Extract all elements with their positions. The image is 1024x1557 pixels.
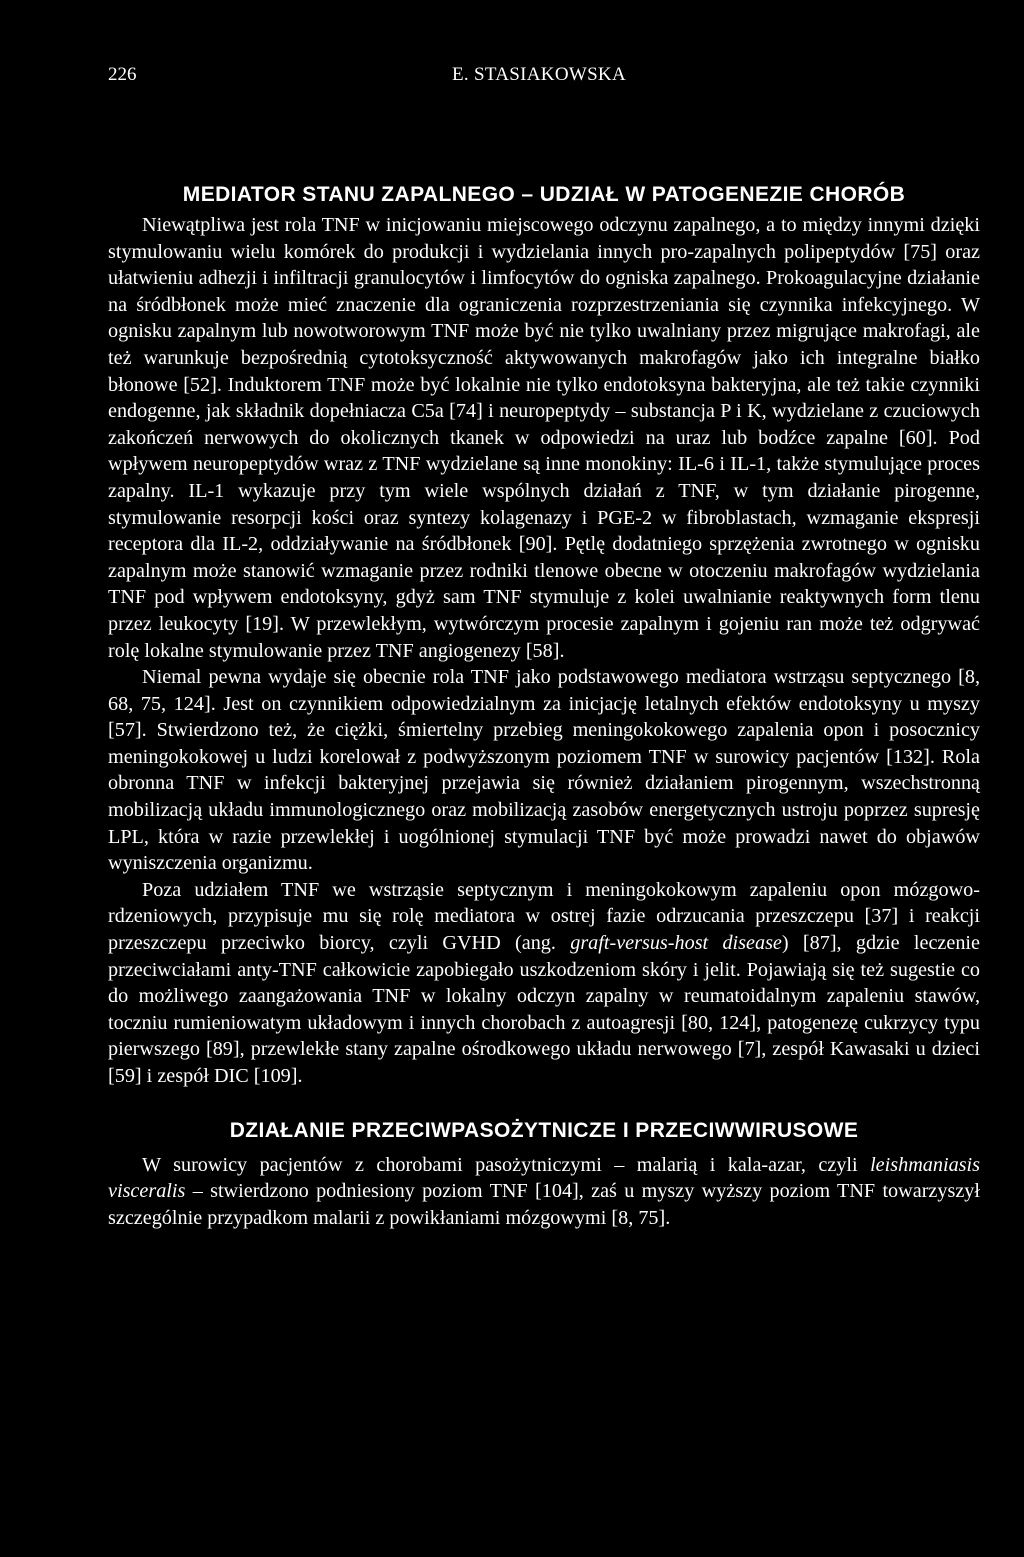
paragraph-mediator-1	[108, 212, 980, 664]
article-body	[108, 180, 980, 1231]
latin-term: leishmaniasis visceralis	[108, 1153, 980, 1203]
running-head: E. STASIAKOWSKA	[452, 64, 626, 85]
paragraph-text: Niemal pewna wydaje się obecnie rola TNF jako podstawowego mediatora wstrząsu septycznego [8, 68, 75, 124]. Jest on czynnikiem odpowiedzialnym za inicjację letalnych efektów endotoksyny u myszy [57]. Stwierdzono też, że ciężki, śmiertelny przebieg meningokokowego zapalenia opon i posocznicy meningokokowej u ludzi korelował z podwyższonym poziomem TNF w surowicy pacjentów [132]. Rola obronna TNF w infekcji bakteryjnej przejawia się również działaniem pirogennym, wszechstronną mobilizacją układu immunologicznego oraz mobilizacją zasobów energetycznych ustroju poprzez supresję LPL, która w razie przewlekłej i uogólnionej stymulacji TNF być może prowadzi nawet do objawów wyniszczenia organizmu.	[108, 666, 980, 875]
section-heading-mediator: MEDIATOR STANU ZAPALNEGO – UDZIAŁ W PATOGENEZIE CHORÓB	[182, 183, 906, 206]
paragraph-mediator-3	[108, 877, 980, 1090]
paragraph-text: – stwierdzono podniesiony poziom TNF [104], zaś u myszy wyższy poziom TNF towarzyszył szczególnie przypadkom malarii z powikłaniami mózgowymi [8, 75].	[108, 1180, 980, 1229]
paragraph-text: Niewątpliwa jest rola TNF w inicjowaniu miejscowego odczynu zapalnego, a to między innymi dzięki stymulowaniu wielu komórek do produkcji i wydzielania innych pro-zapalnych polipeptydów [75] oraz ułatwieniu adhezji i infiltracji granulocytów i limfocytów do ogniska zapalnego. Prokoagulacyjne działanie na śródbłonek może mieć znaczenie dla ograniczenia rozprzestrzeniania się czynnika infekcyjnego. W ognisku zapalnym lub nowotworowym TNF może być nie tylko uwalniany przez migrujące makrofagi, ale też warunkuje bezpośrednią cytotoksyczność aktywowanych makrofagów jako ich integralne białko błonowe [52]. Induktorem TNF może być lokalnie nie tylko endotoksyna bakteryjna, ale też takie czynniki endogenne, jak składnik dopełniacza C5a [74] i neuropeptydy – substancja P i K, wydzielane z czuciowych zakończeń nerwowych do okolicznych tkanek w odpowiedzi na uraz lub bodźce zapalne [60]. Pod wpływem neuropeptydów wraz z TNF wydzielane są inne monokiny: IL-6 i IL-1, także stymulujące proces zapalny. IL-1 wykazuje przy tym wiele wspólnych działań z TNF, w tym działanie pirogenne, stymulowanie resorpcji kości oraz syntezy kolagenazy i PGE-2 w fibroblastach, wzmaganie ekspresji receptora dla IL-2, oddziaływanie na śródbłonek [90]. Pętlę dodatniego sprzężenia zwrotnego w ognisku zapalnym może stanowić wzmaganie przez rodniki tlenowe obecne w otoczeniu makrofagów wydzielania TNF pod wpływem endotoksyny, gdyż sam TNF stymuluje z kolei uwalnianie reaktywnych form tlenu przez leukocyty [19]. W przewlekłym, wytwórczym procesie zapalnym i gojeniu ran może też odgrywać rolę lokalne stymulowanie przez TNF angiogenezy [58].	[108, 214, 980, 662]
latin-term: graft-versus-host disease	[570, 932, 782, 955]
paragraph-text: ) [87], gdzie leczenie przeciwciałami anty-TNF całkowicie zapobiegało uszkodzeniom skóry i jelit. Pojawiają się też sugestie co do możliwego zaangażowania TNF w lokalny odczyn zapalny w reumatoidalnym zapaleniu stawów, toczniu rumieniowatym układowym i innych chorobach z autoagresji [80, 124], patogenezę cukrzycy typu pierwszego [89], przewlekłe stany zapalne ośrodkowego układu nerwowego [7], zespół Kawasaki u dzieci [59] i zespół DIC [109].	[108, 932, 980, 1087]
paragraph-text: W surowicy pacjentów z chorobami pasożytniczymi – malarią i kala-azar, czyli	[142, 1153, 871, 1176]
page-header	[108, 64, 980, 94]
paragraph-text: Poza udziałem TNF we wstrząsie septycznym i meningokokowym zapaleniu opon mózgowo-rdzeniowych, przypisuje mu się rolę mediatora w ostrej fazie odrzucania przeszczepu [37] i reakcji przeszczepu przeciwko biorcy, czyli GVHD (ang.	[108, 878, 980, 955]
page-number: 226	[108, 64, 137, 85]
paragraph-antiparasitic-1	[108, 1152, 980, 1232]
paragraph-mediator-2	[108, 664, 980, 877]
section-heading-antiparasitic: DZIAŁANIE PRZECIWPASOŻYTNICZE I PRZECIWWIRUSOWE	[229, 1118, 859, 1142]
